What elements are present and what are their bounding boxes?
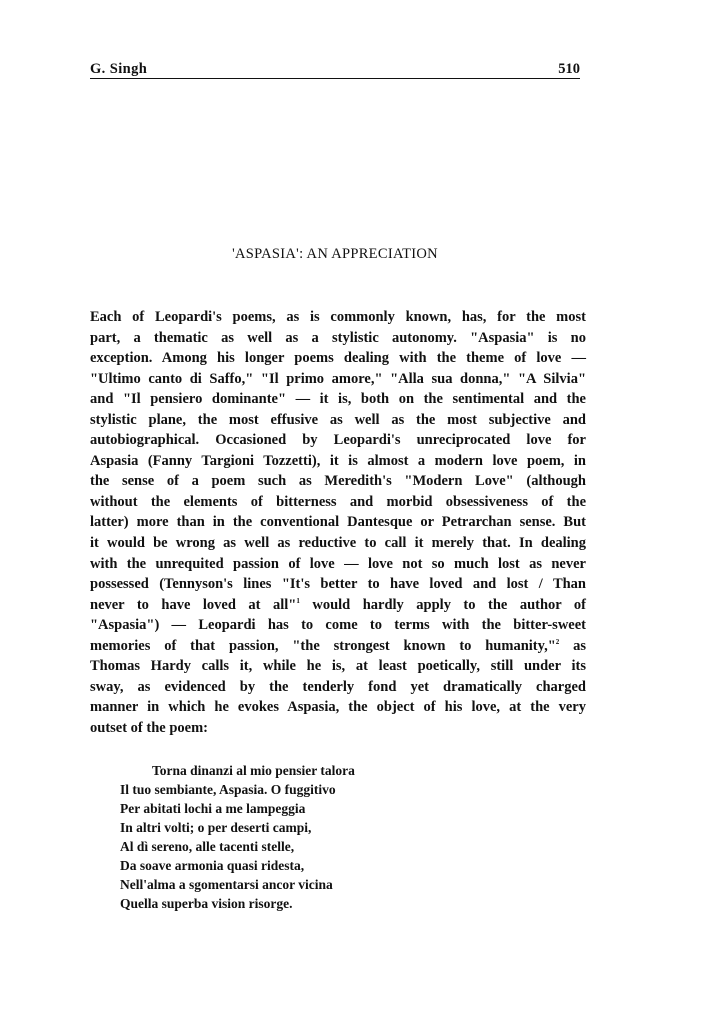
poem-quotation [120, 761, 355, 913]
paragraph-line: it would be wrong as well as reductive to call it merely that. In dealing [90, 535, 586, 552]
poem-line: Quella superba vision risorge. [120, 896, 293, 911]
paragraph-line [90, 636, 586, 657]
paragraph-line [90, 595, 586, 616]
poem-line: Da soave armonia quasi ridesta, [120, 858, 305, 873]
poem-line: Nell'alma a sgomentarsi ancor vicina [120, 877, 333, 892]
paragraph-line: the sense of a poem such as Meredith's "Modern Love" (although [90, 473, 586, 490]
paragraph-line: manner in which he evokes Aspasia, the object of his love, at the very [90, 699, 586, 716]
paragraph-line: sway, as evidenced by the tenderly fond yet dramatically charged [90, 678, 586, 695]
paragraph-line: with the unrequited passion of love — love not so much lost as never [90, 555, 586, 572]
line-segment: memories of that passion, "the strongest known to humanity," [90, 637, 556, 654]
line-segment: as [573, 637, 586, 654]
paragraph-line: "Aspasia") — Leopardi has to come to terms with the bitter-sweet [90, 617, 586, 634]
running-head [90, 60, 580, 79]
paragraph-line: stylistic plane, the most effusive as well as the most subjective and [90, 411, 586, 428]
paragraph-line: exception. Among his longer poems dealing with the theme of love — [90, 350, 586, 367]
article-title: 'ASPASIA': AN APPRECIATION [232, 246, 438, 262]
paragraph-line: possessed (Tennyson's lines "It's better to have loved and lost / Than [90, 576, 586, 593]
paragraph-line: outset of the poem: [90, 719, 208, 736]
paragraph-line: "Ultimo canto di Saffo," "Il primo amore," "Alla sua donna," "A Silvia" [90, 370, 586, 387]
poem-line: Torna dinanzi al mio pensier talora [152, 763, 355, 778]
paragraph-line: autobiographical. Occasioned by Leopardi's unreciprocated love for [90, 432, 586, 449]
running-head-author: G. Singh [90, 61, 148, 77]
paragraph-line: Aspasia (Fanny Targioni Tozzetti), it is almost a modern love poem, in [90, 452, 586, 469]
paragraph-line: and "Il pensiero dominante" — it is, both on the sentimental and the [90, 391, 586, 408]
paragraph-line: without the elements of bitterness and morbid obsessiveness of the [90, 493, 586, 510]
poem-line: Al dì sereno, alle tacenti stelle, [120, 839, 295, 854]
poem-line: Il tuo sembiante, Aspasia. O fuggitivo [120, 782, 336, 797]
paragraph-line: Each of Leopardi's poems, as is commonly known, has, for the most [90, 309, 586, 325]
poem-line: In altri volti; o per deserti campi, [120, 820, 312, 835]
line-segment: would hardly apply to the author of [312, 596, 587, 613]
body-paragraph [90, 307, 586, 738]
page-number: 510 [558, 61, 580, 77]
line-segment: never to have loved at all" [90, 596, 297, 613]
paragraph-line: Thomas Hardy calls it, while he is, at least poetically, still under its [90, 658, 586, 675]
paragraph-line: part, a thematic as well as a stylistic autonomy. "Aspasia" is no [90, 329, 586, 346]
paragraph-line: latter) more than in the conventional Dantesque or Petrarchan sense. But [90, 514, 586, 531]
poem-line: Per abitati lochi a me lampeggia [120, 801, 306, 816]
footnote-ref: 1 [296, 596, 300, 605]
footnote-ref: 2 [555, 637, 560, 646]
